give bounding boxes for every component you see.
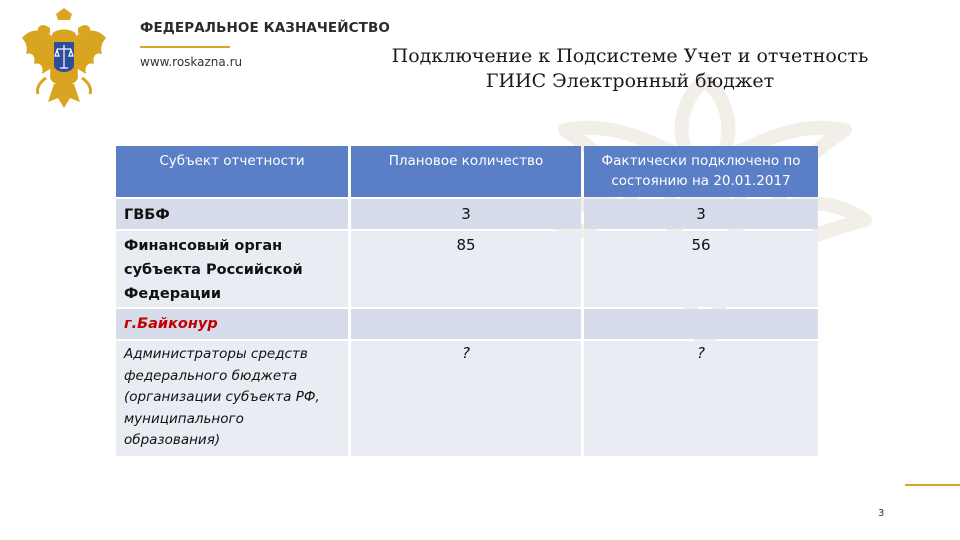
slide-title bbox=[350, 44, 910, 94]
website-link[interactable]: www.roskazna.ru bbox=[140, 55, 243, 69]
title-line-1: Подключение к Подсистеме Учет и отчетность bbox=[391, 45, 869, 67]
table-row-3-subject: г.Байконур bbox=[116, 309, 348, 339]
table-row-4-subject: Администраторы средств федерального бюджета (организации субъекта РФ, муниципального образования) bbox=[116, 341, 348, 456]
table-row-4-planned: ? bbox=[351, 341, 581, 456]
title-line-2: ГИИС Электронный бюджет bbox=[485, 70, 775, 92]
table-row-1-subject: ГВБФ bbox=[116, 199, 348, 229]
column-header-actual: Фактически подключено по состоянию на 20.01.2017 bbox=[584, 146, 818, 197]
table-row-2-subject: Финансовый орган субъекта Российской Федерации bbox=[116, 231, 348, 307]
table-row-3-planned bbox=[351, 309, 581, 339]
organization-name: ФЕДЕРАЛЬНОЕ КАЗНАЧЕЙСТВО bbox=[140, 20, 390, 36]
table-row-1-planned: 3 bbox=[351, 199, 581, 229]
column-header-subject: Субъект отчетности bbox=[116, 146, 348, 197]
table-row-3-actual bbox=[584, 309, 818, 339]
table-row-2-planned: 85 bbox=[351, 231, 581, 307]
connection-table bbox=[116, 146, 818, 456]
gold-divider bbox=[140, 46, 230, 48]
coat-of-arms-emblem-icon bbox=[20, 8, 108, 120]
table-row-4-actual: ? bbox=[584, 341, 818, 456]
table-row-1-actual: 3 bbox=[584, 199, 818, 229]
column-header-planned: Плановое количество bbox=[351, 146, 581, 197]
table-row-2-actual: 56 bbox=[584, 231, 818, 307]
page-number: 3 bbox=[878, 508, 885, 519]
gold-accent-line bbox=[905, 484, 960, 486]
